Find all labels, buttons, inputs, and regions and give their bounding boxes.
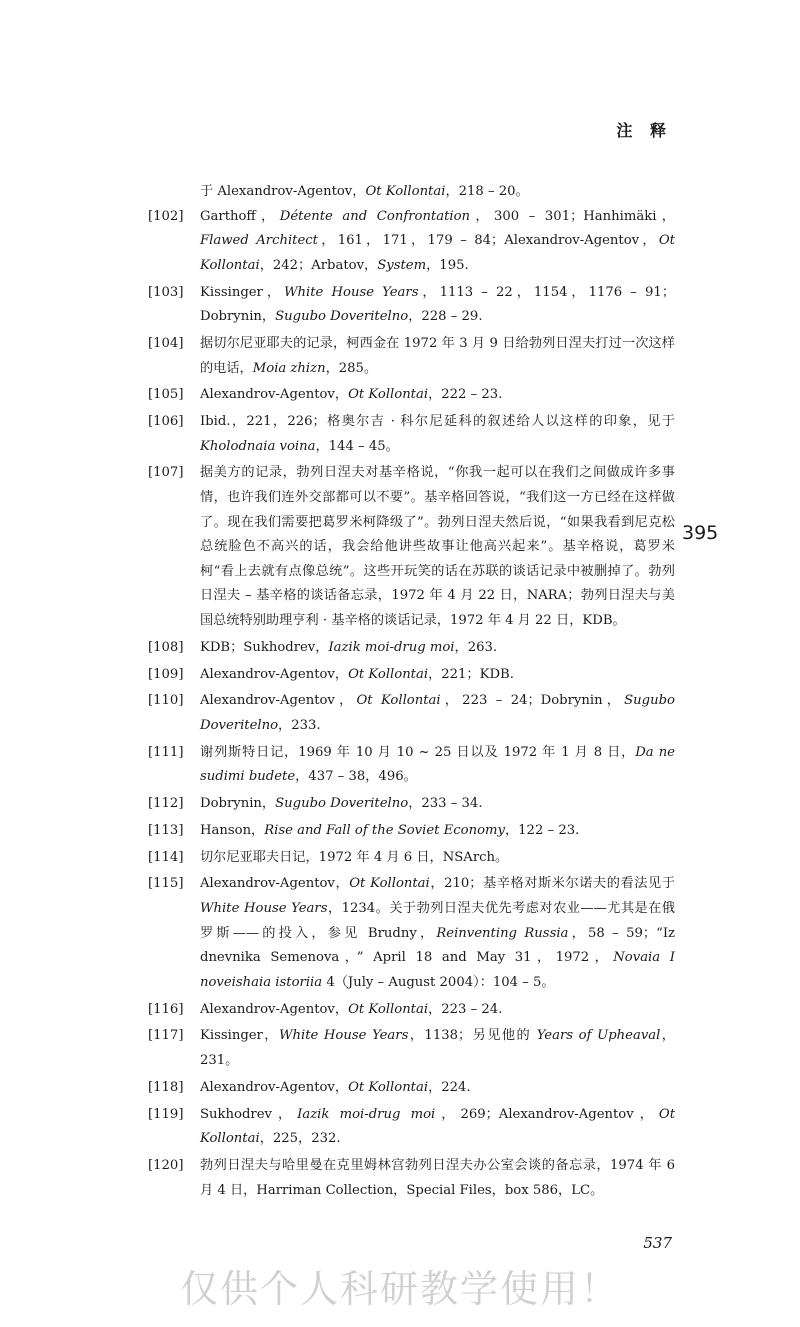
endnote-text: [200, 741, 675, 790]
endnote-item: [148, 741, 675, 790]
citation-title: Ot Kollontai: [349, 876, 430, 892]
note-text-run: ，218 – 20。: [445, 184, 529, 199]
endnote-number: [109]: [148, 666, 184, 682]
note-text-run: Ibid.，221，226；格奥尔吉 · 科尔尼延科的叙述给人以这样的印象，见于: [200, 414, 675, 430]
endnote-item: [148, 1024, 675, 1073]
note-text-run: KDB；Sukhodrev，: [200, 639, 329, 655]
endnotes-list: [148, 180, 675, 1205]
citation-title: Iazik moi-drug moi: [328, 639, 455, 655]
citation-title: Détente and Confrontation: [279, 208, 471, 224]
note-text-run: ，221；KDB.: [428, 666, 514, 682]
endnote-text: [200, 410, 675, 459]
note-text-run: ，224.: [428, 1079, 471, 1095]
note-continuation: [148, 180, 675, 205]
note-text-run: ，263.: [454, 639, 498, 655]
note-text-run: ，233.: [278, 717, 321, 733]
endnote-item: [148, 1076, 675, 1101]
endnote-item: [148, 872, 675, 995]
note-text-run: ，223 – 24；Dobrynin，: [440, 693, 625, 709]
endnote-text: [200, 792, 675, 817]
note-text-run: ，122 – 23.: [504, 822, 580, 838]
note-text-run: 勃列日涅夫与哈里曼在克里姆林宫勃列日涅夫办公室会谈的备忘录，1974 年 6 月 4 日，Harriman Collection，Special Files，box 586，LC。: [200, 1157, 675, 1198]
note-text-run: Dobrynin，: [200, 796, 276, 812]
endnote-number: [117]: [148, 1028, 184, 1044]
endnote-text: [200, 846, 675, 871]
note-text-run: ，269；Alexandrov-Agentov，: [435, 1106, 659, 1122]
endnote-item: [148, 281, 675, 330]
endnote-item: [148, 846, 675, 871]
citation-title: Rise and Fall of the Soviet Economy: [264, 822, 505, 838]
note-text-run: ，223 – 24.: [428, 1001, 503, 1017]
citation-title: Novaia I noveishaia istoriia: [200, 950, 675, 990]
endnote-text: [200, 819, 675, 844]
note-text-run: ，437 – 38，496。: [295, 769, 417, 785]
endnote-item: [148, 461, 675, 633]
endnote-item: [148, 819, 675, 844]
endnote-item: [148, 1154, 675, 1203]
citation-title: Ot Kollontai: [348, 387, 429, 403]
endnote-number: [120]: [148, 1157, 184, 1173]
watermark: 仅供个人科研教学使用！: [179, 1267, 620, 1311]
note-text-run: Alexandrov-Agentov，: [200, 387, 349, 403]
note-text-run: 据美方的记录，勃列日涅夫对基辛格说，“你我一起可以在我们之间做成许多事情，也许我们连外交部都可以不要”。基辛格回答说，“我们这一方已经在这样做了。现在我们需要把葛罗米柯降级了”。勃列日涅夫然后说，“如果我看到尼克松总统脸色不高兴的话，我会给他讲些故事让他高兴起来”。基辛格说，葛罗米柯“看上去就有点像总统”。这些开玩笑的话在苏联的谈话记录中被删掉了。勃列日涅夫 – 基辛格的谈话备忘录，1972 年 4 月 22 日，NARA；勃列日涅夫与美国总统特别助理亨利 · 基辛格的谈话记录，1972 年 4 月 22 日，KDB。: [200, 465, 675, 629]
citation-title: White House Years: [278, 1028, 409, 1044]
endnote-text: [200, 689, 675, 738]
citation-title: Flawed Architect: [200, 233, 318, 249]
endnote-number: [102]: [148, 208, 184, 224]
citation-title: Ot Kollontai: [348, 666, 429, 682]
endnote-text: [200, 1024, 675, 1073]
note-text-run: Kissinger，: [200, 284, 284, 300]
endnote-text: [200, 998, 675, 1023]
note-text-run: ，195.: [426, 257, 469, 273]
endnote-number: [112]: [148, 796, 184, 812]
citation-title: Ot Kollontai: [365, 184, 446, 199]
note-text-run: ，225，232.: [259, 1131, 341, 1147]
citation-title: Sugubo Doveritelno: [200, 693, 675, 733]
note-text-run: ，210；基辛格对斯米尔诺夫的看法见于: [429, 876, 675, 892]
endnote-number: [105]: [148, 387, 184, 403]
citation-title: Sugubo Doveritelno: [275, 796, 409, 812]
endnote-number: [114]: [148, 849, 184, 865]
endnote-number: [108]: [148, 639, 184, 655]
note-text-run: ，222 – 23.: [428, 387, 503, 403]
note-text-run: Alexandrov-Agentov，: [200, 693, 357, 709]
citation-title: White House Years: [283, 284, 419, 300]
note-text-run: Alexandrov-Agentov，: [200, 876, 350, 892]
endnote-number: [106]: [148, 414, 184, 430]
citation-title: Moia zhizn: [252, 360, 326, 376]
note-text-run: ，144 – 45。: [315, 438, 399, 454]
endnote-number: [119]: [148, 1106, 184, 1122]
endnote-text: [200, 281, 675, 330]
note-text-run: ，1138；另见他的: [408, 1028, 537, 1044]
note-text-run: ，300 – 301；Hanhimäki，: [470, 208, 675, 224]
endnote-item: [148, 663, 675, 688]
endnote-text: [200, 383, 675, 408]
endnote-number: [107]: [148, 465, 184, 481]
citation-title: Iazik moi-drug moi: [297, 1106, 436, 1122]
note-text-run: 谢列斯特日记，1969 年 10 月 10 ~ 25 日以及 1972 年 1 月 8 日，: [200, 744, 636, 760]
citation-title: Ot Kollontai: [200, 1106, 676, 1147]
note-text-run: ，1113 – 22，1154，1176 – 91；Dobrynin，: [200, 284, 676, 325]
citation-title: Ot Kollontai: [348, 1079, 429, 1095]
note-text-run: ，1234。关于勃列日涅夫优先考虑对农业——尤其是在俄罗斯——的投入，参见 Brudny，: [200, 901, 675, 941]
endnote-item: [148, 998, 675, 1023]
citation-title: Kholodnaia voina: [200, 438, 316, 454]
note-text-run: 据切尔尼亚耶夫的记录，柯西金在 1972 年 3 月 9 日给勃列日涅夫打过一次这样的电话，: [200, 335, 675, 376]
citation-title: Ot Kollontai: [200, 233, 675, 273]
note-text-run: Sukhodrev，: [200, 1106, 298, 1122]
citation-title: System: [377, 257, 427, 273]
citation-title: Ot Kollontai: [348, 1001, 429, 1017]
page-number: 537: [643, 1234, 672, 1252]
endnote-text: [200, 663, 675, 688]
endnote-number: [118]: [148, 1079, 184, 1095]
citation-title: Da ne sudimi budete: [200, 744, 675, 785]
note-text-run: 切尔尼亚耶夫日记，1972 年 4 月 6 日，NSArch。: [200, 849, 509, 865]
endnote-item: [148, 636, 675, 661]
section-header: 注 释: [616, 121, 672, 140]
endnote-item: [148, 410, 675, 459]
endnote-text: [200, 1076, 675, 1101]
endnote-item: [148, 1103, 675, 1152]
citation-title: White House Years: [200, 901, 328, 917]
endnote-item: [148, 383, 675, 408]
endnote-item: [148, 205, 675, 279]
endnote-item: [148, 689, 675, 738]
endnote-text: [200, 872, 675, 995]
note-text-run: ，161，171，179 – 84；Alexandrov-Agentov，: [317, 233, 659, 249]
citation-title: Years of Upheaval: [536, 1028, 661, 1044]
note-text-run: ，58 – 59；“Iz dnevnika Semenova，” April 18 and May 31，1972，: [200, 925, 675, 966]
endnote-item: [148, 792, 675, 817]
citation-title: Sugubo Doveritelno: [275, 309, 409, 325]
margin-page-number: 395: [682, 522, 719, 544]
note-text-run: Alexandrov-Agentov，: [200, 1001, 349, 1017]
note-text-run: ，233 – 34.: [408, 796, 483, 812]
note-text-run: 4（July – August 2004）：104 – 5。: [322, 974, 555, 990]
endnote-item: [148, 332, 675, 381]
endnote-number: [116]: [148, 1001, 184, 1017]
note-text-run: ，285。: [325, 360, 378, 376]
endnote-text: [200, 332, 675, 381]
note-text-run: Kissinger，: [200, 1028, 279, 1044]
note-text-run: ，228 – 29.: [408, 309, 483, 325]
note-text-run: 于 Alexandrov-Agentov，: [200, 184, 366, 199]
endnote-number: [103]: [148, 284, 184, 300]
endnote-number: [111]: [148, 744, 184, 760]
citation-title: Reinventing Russia: [436, 925, 569, 941]
endnote-text: [200, 205, 675, 279]
note-text-run: ，231。: [200, 1028, 675, 1068]
endnote-text: [200, 636, 675, 661]
note-text-run: Garthoff，: [200, 208, 280, 224]
note-text-run: Alexandrov-Agentov，: [200, 1079, 349, 1095]
endnote-number: [113]: [148, 822, 184, 838]
endnote-number: [104]: [148, 335, 184, 351]
note-text-run: Alexandrov-Agentov，: [200, 666, 349, 682]
endnote-text: [200, 1154, 675, 1203]
endnote-number: [115]: [148, 876, 184, 892]
endnote-text: [200, 461, 675, 633]
citation-title: Ot Kollontai: [356, 693, 441, 709]
note-text-run: Hanson，: [200, 822, 265, 838]
note-text-run: ，242；Arbatov，: [259, 257, 378, 273]
endnote-number: [110]: [148, 693, 184, 709]
endnote-text: [200, 1103, 675, 1152]
